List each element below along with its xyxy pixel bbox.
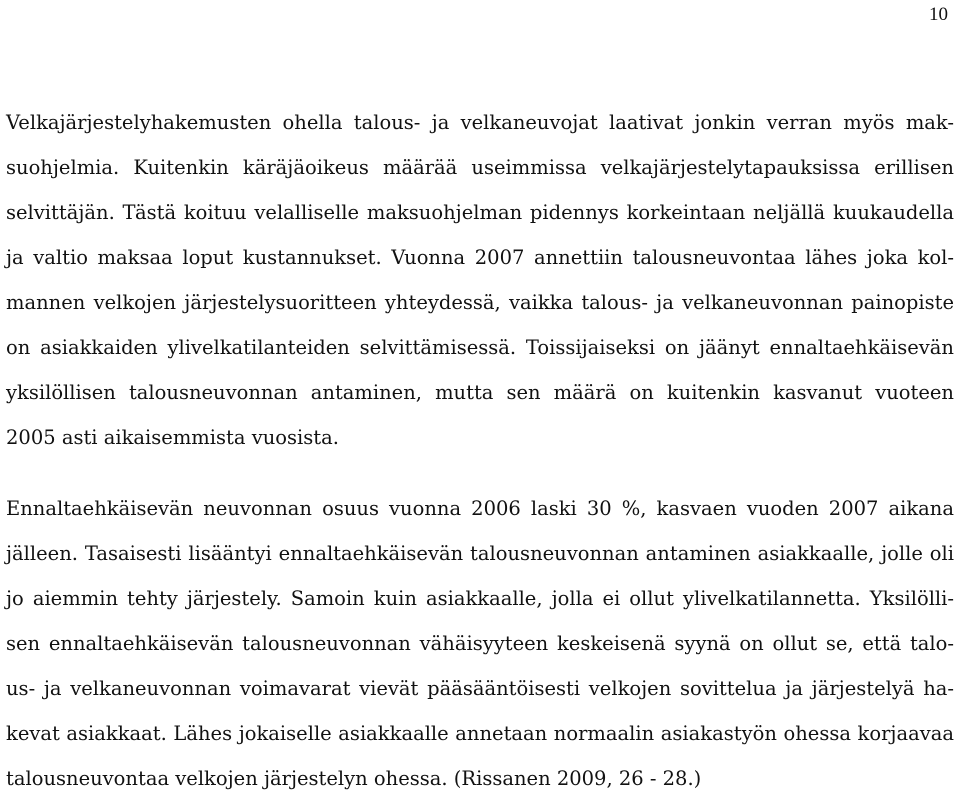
text-line: kevat asiakkaat. Lähes jokaiselle asiakkaalle annetaan normaalin asiakastyön ohessa korjaavaa: [6, 722, 954, 745]
text-line: jälleen. Tasaisesti lisääntyi ennaltaehkäisevän talousneuvonnan antaminen asiakkaalle, jolle oli: [6, 542, 954, 565]
text-line: ja valtio maksaa loput kustannukset. Vuonna 2007 annettiin talousneuvontaa lähes joka kol-: [6, 246, 954, 269]
text-line: yksilöllisen talousneuvonnan antaminen, mutta sen määrä on kuitenkin kasvanut vuoteen: [6, 381, 954, 404]
text-line: mannen velkojen järjestelysuoritteen yhteydessä, vaikka talous- ja velkaneuvonnan painopiste: [6, 291, 954, 314]
page-number: 10: [929, 4, 948, 25]
paragraph-1: [6, 100, 954, 460]
text-line: Velkajärjestelyhakemusten ohella talous- ja velkaneuvojat laativat jonkin verran myös mak-: [6, 111, 954, 134]
text-line: sen ennaltaehkäisevän talousneuvonnan vähäisyyteen keskeisenä syynä on ollut se, että talo-: [6, 632, 954, 655]
text-line: selvittäjän. Tästä koituu velalliselle maksuohjelman pidennys korkeintaan neljällä kuukaudella: [6, 201, 954, 224]
text-line: jo aiemmin tehty järjestely. Samoin kuin asiakkaalle, jolla ei ollut ylivelkatilannetta. Yksilölli-: [6, 587, 954, 610]
text-line: on asiakkaiden ylivelkatilanteiden selvittämisessä. Toissijaiseksi on jäänyt ennaltaehkäisevän: [6, 336, 954, 359]
text-line: Ennaltaehkäisevän neuvonnan osuus vuonna 2006 laski 30 %, kasvaen vuoden 2007 aikana: [6, 497, 954, 520]
text-line: 2005 asti aikaisemmista vuosista.: [6, 426, 339, 449]
paragraph-2: [6, 486, 954, 801]
text-line: us- ja velkaneuvonnan voimavarat vievät pääsääntöisesti velkojen sovittelua ja järjestelyä ha-: [6, 677, 954, 700]
text-line: suohjelmia. Kuitenkin käräjäoikeus määrää useimmissa velkajärjestelytapauksissa erillisen: [6, 156, 954, 179]
text-line: talousneuvontaa velkojen järjestelyn ohessa. (Rissanen 2009, 26 - 28.): [6, 767, 702, 790]
